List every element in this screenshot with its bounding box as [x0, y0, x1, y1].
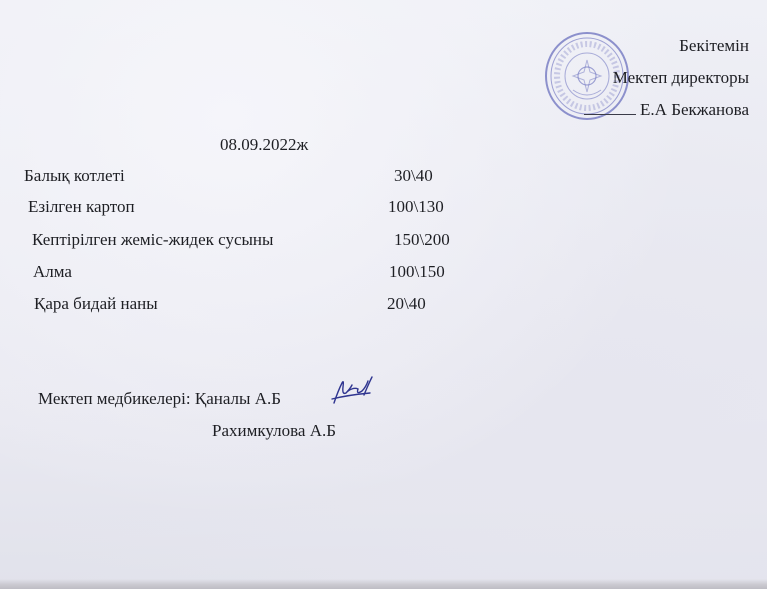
approval-name: Е.А Бекжанова [640, 100, 749, 119]
page-bottom-edge [0, 579, 767, 589]
menu-item-name: Балық котлеті [24, 166, 125, 185]
menu-item-name: Қара бидай наны [34, 294, 158, 313]
approval-signature-line [584, 94, 749, 126]
menu-item-name: Кептірілген жеміс-жидек сусыны [32, 230, 274, 249]
menu-item-quantity: 100\130 [388, 197, 444, 216]
nurses-label: Мектеп медбикелері: Қаналы А.Б [38, 389, 281, 408]
menu-date: 08.09.2022ж [220, 135, 309, 154]
menu-item-name: Езілген картоп [28, 197, 135, 216]
menu-item-quantity: 30\40 [394, 166, 433, 185]
menu-item-quantity: 100\150 [389, 262, 445, 281]
menu-item-quantity: 20\40 [387, 294, 426, 313]
menu-item-quantity: 150\200 [394, 230, 450, 249]
nurse-second-name: Рахимкулова А.Б [212, 421, 336, 440]
approval-title: Бекітемін [679, 36, 749, 55]
approval-block [584, 30, 749, 126]
approval-position: Мектеп директоры [612, 68, 749, 87]
menu-item-name: Алма [33, 262, 72, 281]
nurse-signature [328, 373, 376, 409]
signature-underline [584, 100, 636, 115]
